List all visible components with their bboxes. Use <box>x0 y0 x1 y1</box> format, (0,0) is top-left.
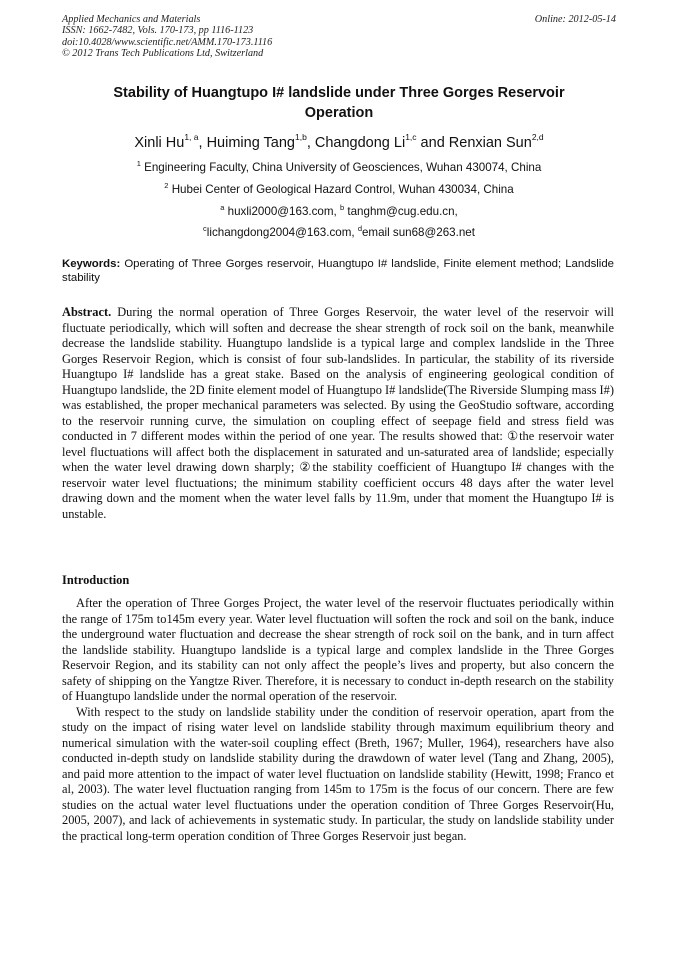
journal-name: Applied Mechanics and Materials <box>62 14 201 25</box>
email-text: lichangdong2004@163.com, <box>206 225 358 239</box>
doi-line: doi:10.4028/www.scientific.net/AMM.170-173.1116 <box>62 36 273 48</box>
email-text: huxli2000@163.com, <box>227 204 340 218</box>
keywords-text: Operating of Three Gorges reservoir, Huangtupo I# landslide, Finite element method; Landslide stability <box>62 258 614 284</box>
section-heading: Introduction <box>62 573 130 587</box>
author-superscript: 1,c <box>405 132 417 142</box>
email-superscript: d <box>357 224 362 233</box>
email-text: tanghm@cug.edu.cn, <box>347 204 458 218</box>
email-line <box>30 201 648 219</box>
keywords-section <box>62 257 614 285</box>
affiliation-text: Hubei Center of Geological Hazard Control, Wuhan 430034, China <box>171 182 514 196</box>
author-name: Changdong Li <box>314 134 406 151</box>
paragraph: After the operation of Three Gorges Project, the water level of the reservoir fluctuates periodically within the range of 175m to145m every year. Water level fluctuation will soften the rock and soil on the bank, induce the underground water fluctuation and decrease the shear strength of rock soil on the bank, and in turn affect the landslide stability. Huangtupo landslide is a typical large and complex landslide in the Three Gorges Reservoir Region, and its stability can not only affect the people’s lives and property, but also concern the safety of shipping on the Yangtze River. Therefore, it is necessary to conduct in-depth research on the stability of Huangtupo landslide under the normal operation of the reservoir. <box>62 596 614 703</box>
affiliation-text: Engineering Faculty, China University of Geosciences, Wuhan 430074, China <box>144 160 542 174</box>
email-superscript: a <box>220 203 225 212</box>
journal-header <box>62 14 272 59</box>
author-separator: and <box>416 134 449 151</box>
email-text: email sun68@263.net <box>361 225 475 239</box>
copyright-line: © 2012 Trans Tech Publications Ltd, Switzerland <box>62 47 264 59</box>
affiliation <box>30 157 648 175</box>
paper-title: Stability of Huangtupo I# landslide under Three Gorges Reservoir Operation <box>113 85 565 121</box>
affiliation-superscript: 1 <box>136 159 141 168</box>
email-line <box>30 222 648 240</box>
author-separator: , <box>306 134 315 151</box>
email-superscript: c <box>203 224 207 233</box>
author-superscript: 1, a <box>184 132 199 142</box>
abstract-label: Abstract. <box>62 305 112 319</box>
author-name: Renxian Sun <box>448 134 532 151</box>
introduction-body <box>62 596 614 844</box>
author-name: Huiming Tang <box>206 134 295 151</box>
author-separator: , <box>198 134 207 151</box>
author-superscript: 2,d <box>531 132 544 142</box>
author-name: Xinli Hu <box>134 134 185 151</box>
author-superscript: 1,b <box>294 132 307 142</box>
affiliation-superscript: 2 <box>164 181 169 190</box>
issn-line: ISSN: 1662-7482, Vols. 170-173, pp 1116-1123 <box>62 25 254 37</box>
keywords-label: Keywords: <box>62 258 121 270</box>
paragraph: With respect to the study on landslide stability under the condition of reservoir operation, apart from the study on the impact of rising water level on landslide stability through maximum equilibrium theory and numerical simulation with the water-soil coupling effect (Breth, 1967; Muller, 1964), researchers have also conducted in-depth study on landslide stability during the drawdown of water level (Tang and Zhang, 2005), and paid more attention to the impact of water level fluctuation on landslide stability (Hewitt, 1998; Franco et al, 2003). The water level fluctuation ranging from 145m to 175m is the focus of our concern. There are few studies on the actual water level fluctuations under the operation condition of Three Gorges Reservoir(Hu, 2005, 2007), and lack of achievements in systematic study. In particular, the study on landslide stability under the practical long-term operation condition of Three Gorges Reservoir just began. <box>62 704 614 843</box>
author-list <box>30 128 648 153</box>
abstract-section <box>62 305 614 522</box>
email-superscript: b <box>339 203 345 212</box>
online-date: Online: 2012-05-14 <box>534 14 616 25</box>
affiliation <box>30 179 648 197</box>
abstract-text: During the normal operation of Three Gorges Reservoir, the water level of the reservoir will fluctuate periodically, which will soften and decrease the shear strength of rock soil on the bank, meanwhile decrease the landslide stability. Huangtupo landslide is a typical large and complex landslide in the Three Gorges Reservoir Region, which is consist of four sub-landslides. In particular, the stability of its riverside Huangtupo I# landslide has a great stake. Based on the analysis of engineering geological condition of Huangtupo landslide, the 2D finite element model of Huangtupo I# landslide(The Riverside Slumping mass I#) was established, the proper mechanical parameters was selected. By using the GeoStudio software, according to the reservoir running curve, the simulation on coupling effect of seepage field and stress field was conducted in 7 different modes within the period of one year. The results showed that: ①the reservoir water level fluctuations will affect both the displacement in saturated and un-saturated area of landslide; especially when the water level drawing down sharply; ②the stability coefficient of Huangtupo I# changes with the reservoir water level fluctuations; the minimum stability coefficient occurs 48 days after the water level drawing down and the moment when the water level falls by 11.9m, under that moment the Huangtupo I# is unstable. <box>62 305 614 521</box>
